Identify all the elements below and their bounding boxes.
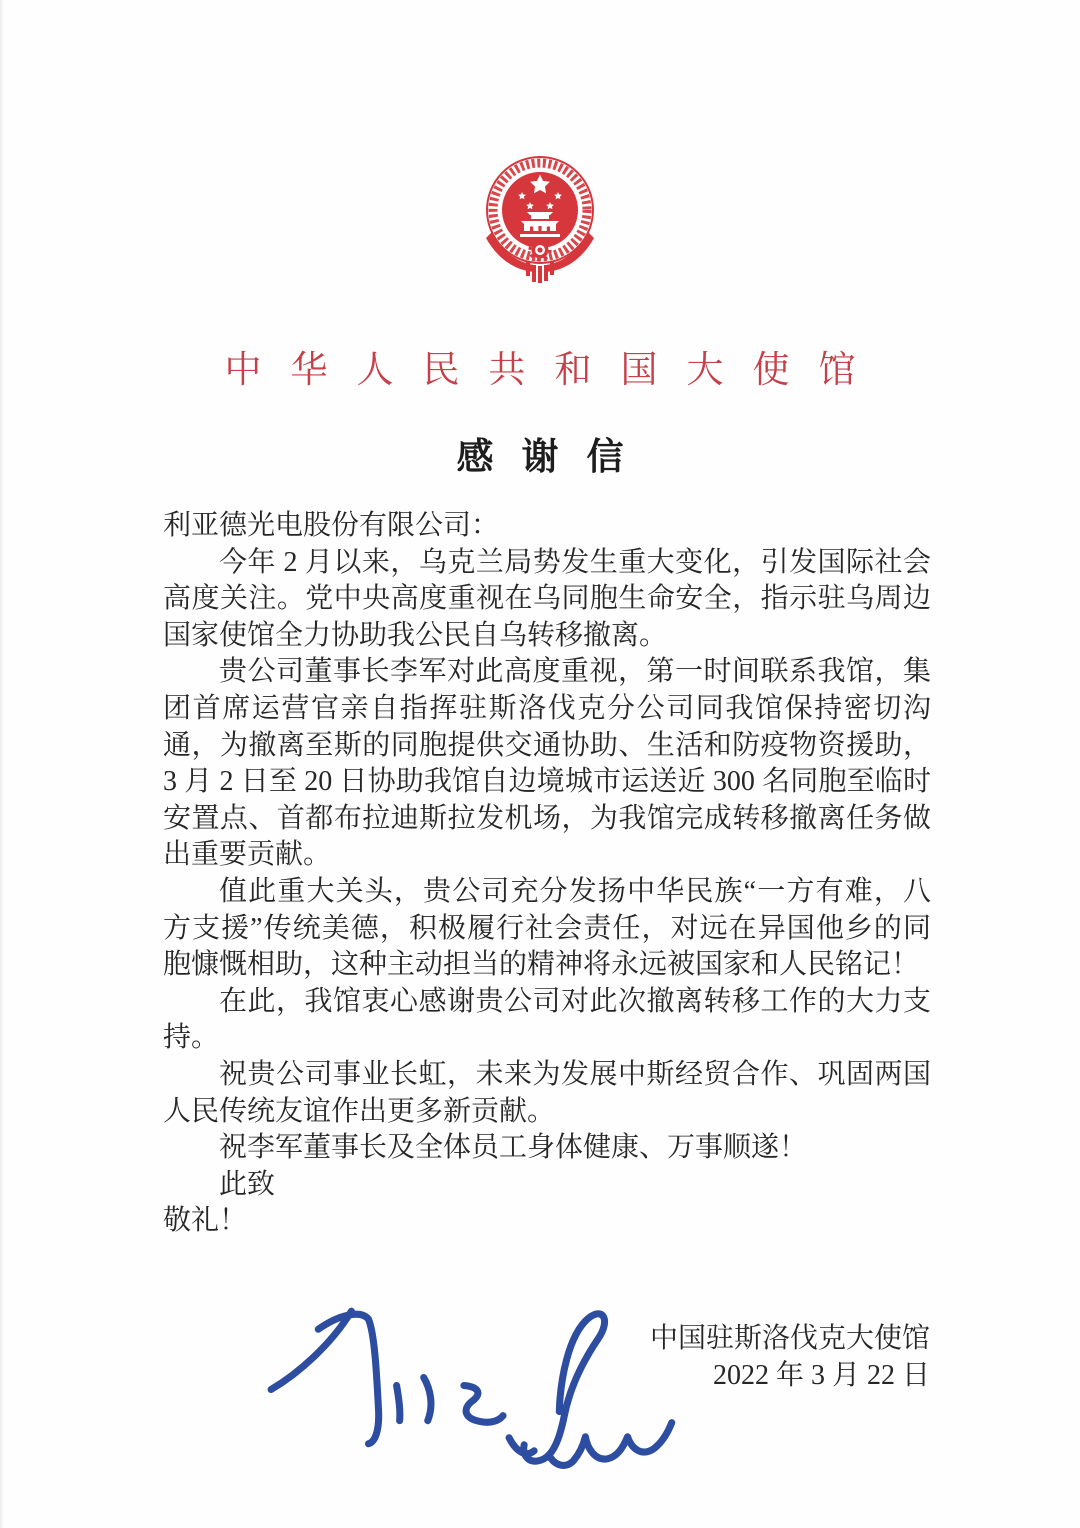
letter-paragraph-4: 在此，我馆衷心感谢贵公司对此次撤离转移工作的大力支持。 <box>163 985 931 1054</box>
letter-paragraph-6: 祝李军董事长及全体员工身体健康、万事顺遂！ <box>219 1132 808 1164</box>
closing-cizhi-line: 此致 <box>219 1168 276 1200</box>
signoff-organization: 中国驻斯洛伐克大使馆 <box>649 1323 930 1354</box>
embassy-header: 中华人民共和国大使馆 <box>224 350 885 391</box>
letter-paragraph-5: 祝贵公司事业长虹，未来为发展中斯经贸合作、巩固两国人民传统友谊作出更多新贡献。 <box>163 1058 931 1127</box>
letter-title: 感谢信 <box>456 436 652 477</box>
letter-body <box>163 508 931 1240</box>
recipient-line: 利亚德光电股份有限公司： <box>163 510 500 541</box>
signoff-date: 2022 年 3 月 22 日 <box>712 1360 930 1391</box>
letter-paragraph-1: 今年 2 月以来，乌克兰局势发生重大变化，引发国际社会高度关注。党中央高度重视在乌同胞生命安全，指示驻乌周边国家使馆全力协助我公民自乌转移撤离。 <box>163 546 931 651</box>
prc-national-emblem-icon <box>478 154 602 286</box>
letter-paragraph-3: 值此重大关头，贵公司充分发扬中华民族“一方有难，八方支援”传统美德，积极履行社会责任，对远在异国他乡的同胞慷慨相助，这种主动担当的精神将永远被国家和人民铭记！ <box>163 875 931 981</box>
letter-paragraph-2: 贵公司董事长李军对此高度重视，第一时间联系我馆，集团首席运营官亲自指挥驻斯洛伐克分公司同我馆保持密切沟通，为撤离至斯的同胞提供交通协助、生活和防疫物资援助，3 月 2 日至 20 日协助我馆自边境城市运送近 300 名同胞至临时安置点、首都布拉迪斯拉发机场，为我馆完成转移撤离任务做出重要贡献。 <box>163 656 931 871</box>
signoff-block <box>650 1320 930 1394</box>
closing-salute-line: 敬礼！ <box>163 1205 248 1237</box>
